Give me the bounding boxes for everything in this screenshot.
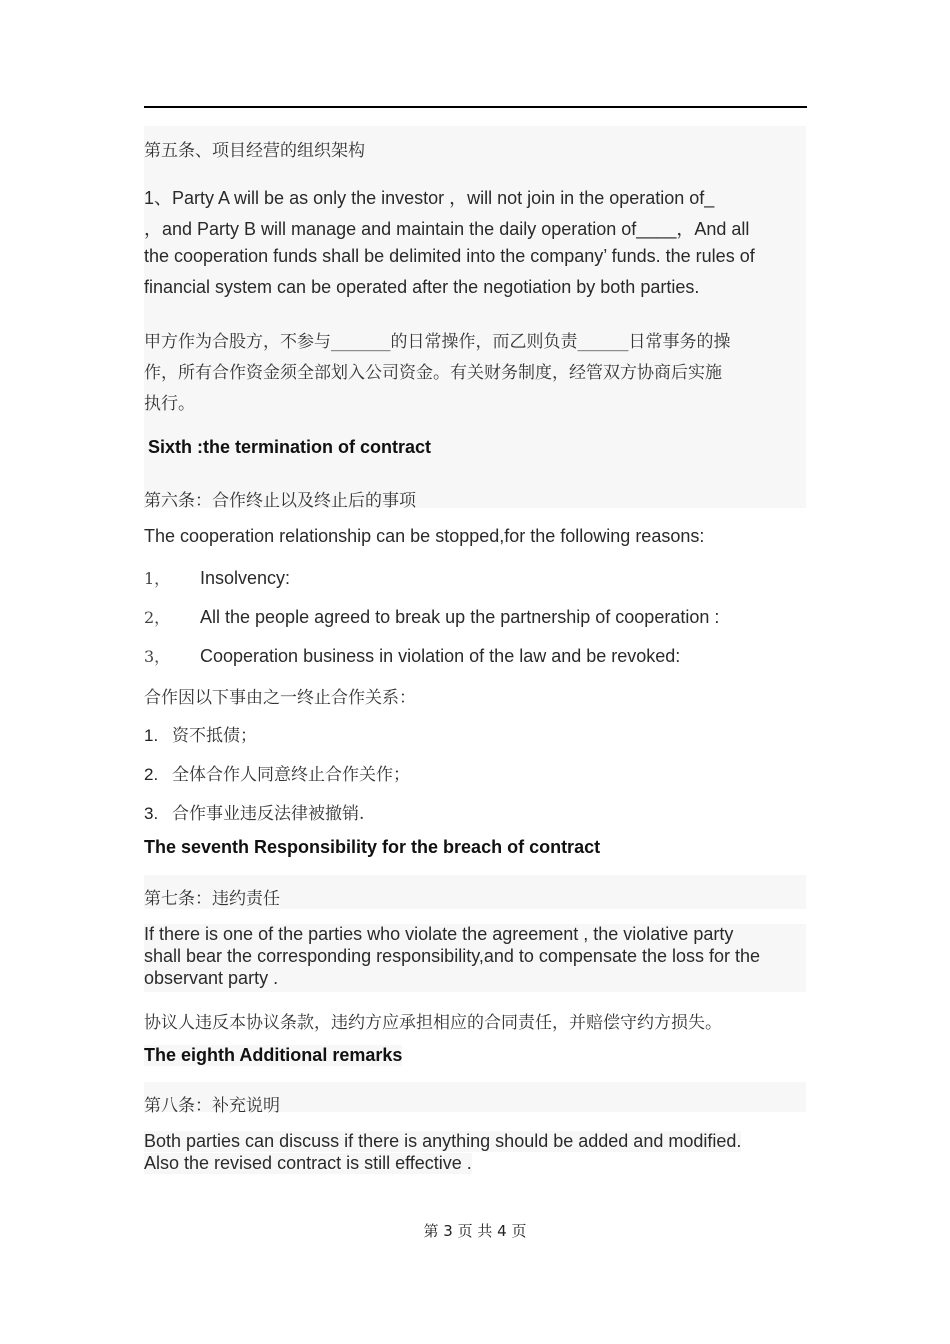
article5-en-line-1: 1、Party A will be as only the investor ，will not join in the operation of_ (144, 188, 715, 208)
reason-cn-2 (144, 760, 410, 785)
article5-en-line-2: ，and Party B will manage and maintain the daily operation of____，And all (144, 219, 750, 239)
reason-en-2-text: All the people agreed to break up the partnership of cooperation : (200, 607, 720, 627)
reason-cn-2-text: 全体合作人同意终止合作关作； (172, 765, 410, 785)
article5-en-line-3: the cooperation funds shall be delimited into the company’ funds. the rules of (144, 246, 755, 266)
article7-heading-cn: 第七条：违约责任 (144, 889, 280, 909)
article8-en-line-2: Also the revised contract is still effective . (144, 1153, 472, 1173)
article8-heading-cn: 第八条：补充说明 (144, 1096, 280, 1116)
reason-en-1-num: 1， (144, 569, 171, 588)
article5-section (144, 126, 806, 511)
article7-cn: 协议人违反本协议条款，违约方应承担相应的合同责任，并赔偿守约方损失。 (144, 1013, 722, 1033)
reason-en-2 (144, 605, 719, 628)
article7-en-line-2: shall bear the corresponding responsibility,and to compensate the loss for the (144, 946, 761, 966)
reason-cn-1-text: 资不抵债； (172, 726, 257, 746)
reason-cn-3-text: 合作事业违反法律被撤销. (172, 804, 365, 824)
article7-heading-en: The seventh Responsibility for the breach of contract (144, 837, 601, 857)
article6-heading-en: Sixth :the termination of contract (148, 437, 432, 457)
reason-en-1 (144, 566, 290, 589)
reason-en-3 (144, 644, 680, 667)
article8-heading-en: The eighth Additional remarks (144, 1045, 403, 1065)
reason-cn-1-num: 1. (144, 726, 159, 745)
header-rule (144, 106, 807, 108)
reason-cn-1 (144, 721, 257, 746)
article6-intro-en: The cooperation relationship can be stopped,for the following reasons: (144, 526, 705, 546)
article6-intro-cn: 合作因以下事由之一终止合作关系： (144, 688, 416, 708)
article7-en-block (144, 924, 806, 992)
reason-cn-3-num: 3. (144, 804, 159, 823)
page-number-footer: 第 3 页 共 4 页 (423, 1222, 527, 1240)
article5-cn-line-2: 作，所有合作资金须全部划入公司资金。有关财务制度，经管双方协商后实施 (144, 363, 722, 383)
article6-heading-cn: 第六条：合作终止以及终止后的事项 (144, 491, 416, 511)
article5-heading: 第五条、项目经营的组织架构 (144, 141, 365, 161)
article7-en-line-1: If there is one of the parties who violate the agreement , the violative party (144, 924, 734, 944)
reason-en-3-text: Cooperation business in violation of the law and be revoked: (200, 646, 681, 666)
reason-cn-2-num: 2. (144, 765, 159, 784)
reason-en-1-text: Insolvency: (200, 568, 291, 588)
article7-heading-band (144, 875, 806, 909)
article8-heading-band (144, 1082, 806, 1116)
article5-en-line-4: financial system can be operated after the negotiation by both parties. (144, 277, 700, 297)
article5-cn-line-3: 执行。 (144, 394, 195, 414)
article8-en-line-1: Both parties can discuss if there is anything should be added and modified. (144, 1131, 742, 1151)
reason-en-3-num: 3， (144, 647, 171, 666)
article7-en-line-3: observant party . (144, 968, 279, 988)
reason-cn-3 (144, 799, 364, 824)
reason-en-2-num: 2， (144, 608, 171, 627)
article8-en-block (144, 1131, 806, 1177)
article5-cn-line-1: 甲方作为合股方，不参与_______的日常操作，而乙则负责______日常事务的操 (144, 332, 731, 352)
